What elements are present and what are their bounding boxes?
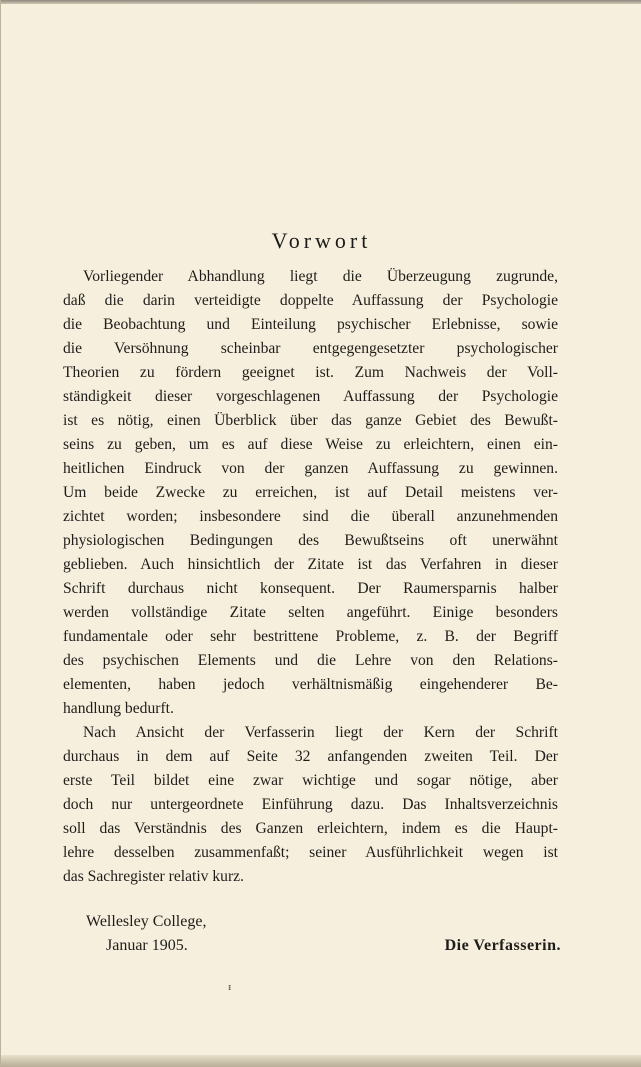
signature-date: Januar 1905. (106, 937, 188, 954)
text-line: Vorliegender Abhandlung liegt die Überzeugung zugrunde, (83, 268, 558, 285)
page-top-edge (1, 0, 641, 4)
text-line: seins zu geben, um es auf diese Weise zu erleichtern, einen ein- (63, 436, 558, 453)
preface-body (63, 265, 558, 889)
text-line: die Beobachtung und Einteilung psychischer Erlebnisse, sowie (63, 316, 558, 333)
signature-place: Wellesley College, (86, 913, 207, 930)
text-line: Nach Ansicht der Verfasserin liegt der Kern der Schrift (83, 724, 558, 741)
text-line: die Versöhnung scheinbar entgegengesetzter psychologischer (63, 340, 558, 357)
text-line: physiologischen Bedingungen des Bewußtseins oft unerwähnt (63, 532, 558, 549)
paragraph-2 (63, 721, 558, 889)
signature-author: Die Verfasserin. (444, 937, 561, 954)
text-line: soll das Verständnis des Ganzen erleichtern, indem es die Haupt- (63, 820, 558, 837)
text-line: werden vollständige Zitate selten angeführt. Einige besonders (63, 604, 558, 621)
text-line: ist es nötig, einen Überblick über das ganze Gebiet des Bewußt- (63, 412, 558, 429)
text-line: das Sachregister relativ kurz. (63, 868, 244, 885)
page-bottom-edge (1, 1055, 641, 1067)
stray-mark: ᵻ (228, 983, 232, 993)
signature-block (86, 910, 561, 958)
signature-row (86, 934, 561, 958)
text-line: lehre desselben zusammenfaßt; seiner Ausführlichkeit wegen ist (63, 844, 558, 861)
text-line: durchaus in dem auf Seite 32 anfangenden zweiten Teil. Der (63, 748, 558, 765)
text-line: des psychischen Elements und die Lehre von den Relations- (63, 652, 558, 669)
text-line: handlung bedurft. (63, 700, 174, 717)
paragraph-1 (63, 265, 558, 721)
text-line: daß die darin verteidigte doppelte Auffassung der Psychologie (63, 292, 558, 309)
page-heading: Vorwort (271, 228, 372, 253)
text-line: zichtet worden; insbesondere sind die überall anzunehmenden (63, 508, 558, 525)
text-line: fundamentale oder sehr bestrittene Probleme, z. B. der Begriff (63, 628, 558, 645)
text-line: heitlichen Eindruck von der ganzen Auffassung zu gewinnen. (63, 460, 558, 477)
text-line: ständigkeit dieser vorgeschlagenen Auffassung der Psychologie (63, 388, 558, 405)
text-line: geblieben. Auch hinsichtlich der Zitate ist das Verfahren in dieser (63, 556, 558, 573)
text-line: Um beide Zwecke zu erreichen, ist auf Detail meistens ver- (63, 484, 558, 501)
text-line: elementen, haben jedoch verhältnismäßig eingehenderer Be- (63, 676, 558, 693)
text-line: erste Teil bildet eine zwar wichtige und sogar nötige, aber (63, 772, 558, 789)
text-line: Theorien zu fördern geeignet ist. Zum Nachweis der Voll- (63, 364, 558, 381)
text-line: doch nur untergeordnete Einführung dazu. Das Inhaltsverzeichnis (63, 796, 558, 813)
text-line: Schrift durchaus nicht konsequent. Der Raumersparnis halber (63, 580, 558, 597)
